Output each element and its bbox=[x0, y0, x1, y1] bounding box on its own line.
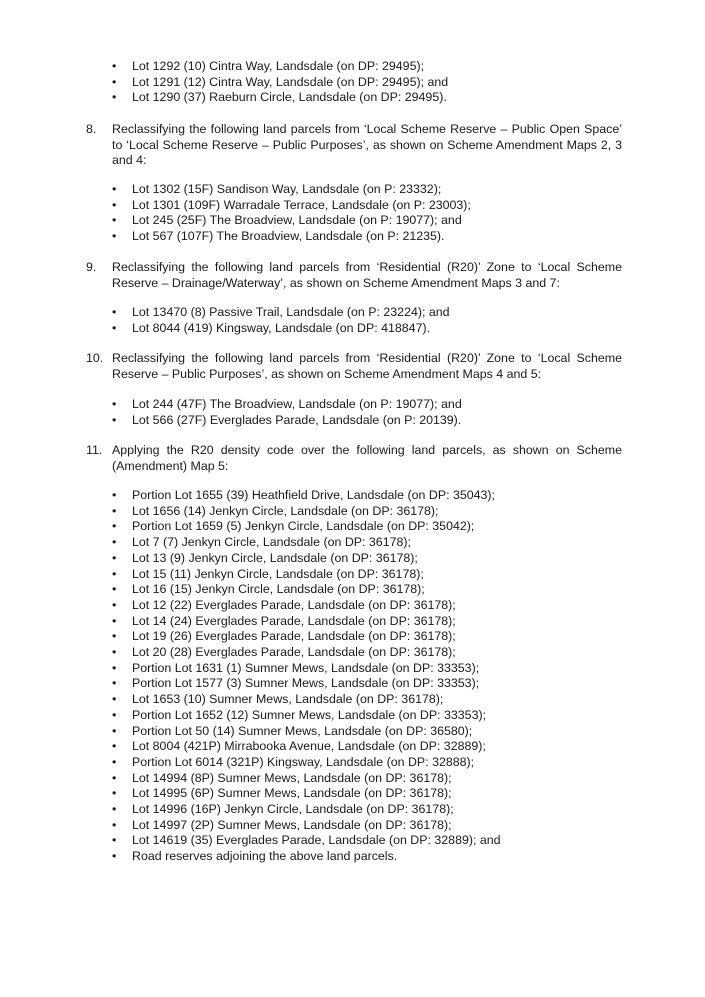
bullet-icon: • bbox=[112, 412, 117, 427]
list-item: • Portion Lot 1577 (3) Sumner Mews, Landsdale (on DP: 33353); bbox=[112, 676, 480, 691]
list-item: • Portion Lot 1652 (12) Sumner Mews, Landsdale (on DP: 33353); bbox=[112, 707, 487, 722]
item-number: 8. bbox=[86, 122, 97, 136]
list-item: • Lot 14996 (16P) Jenkyn Circle, Landsdale (on DP: 36178); bbox=[112, 802, 454, 817]
item-11-paragraph bbox=[86, 443, 622, 474]
list-item: • Lot 14619 (35) Everglades Parade, Landsdale (on DP: 32889); and bbox=[112, 833, 501, 848]
item-number: 10. bbox=[86, 351, 104, 365]
item-text: Reclassifying the following land parcels from ‘Residential (R20)’ Zone to ‘Local Scheme Reserve – Public Purposes’, as shown on Scheme Amendment Maps 4 and 5: bbox=[112, 351, 622, 381]
bullet-icon: • bbox=[112, 503, 117, 518]
list-item: • Lot 20 (28) Everglades Parade, Landsdale (on DP: 36178); bbox=[112, 645, 456, 660]
list-item: • Lot 7 (7) Jenkyn Circle, Landsdale (on DP: 36178); bbox=[112, 535, 411, 550]
bullet-icon: • bbox=[112, 817, 117, 832]
bullet-icon: • bbox=[112, 519, 117, 534]
bullet-icon: • bbox=[112, 229, 117, 244]
list-item: • Portion Lot 1631 (1) Sumner Mews, Landsdale (on DP: 33353); bbox=[112, 660, 480, 675]
item-text: Reclassifying the following land parcels from ‘Residential (R20)’ Zone to ‘Local Scheme Reserve – Drainage/Waterway’, as shown on Scheme Amendment Maps 3 and 7: bbox=[112, 260, 622, 290]
bullet-icon: • bbox=[112, 397, 117, 411]
bullet-icon: • bbox=[112, 74, 117, 89]
item-number: 9. bbox=[86, 260, 97, 274]
list-item: • Lot 245 (25F) The Broadview, Landsdale (on P: 19077); and bbox=[112, 213, 462, 228]
bullet-icon: • bbox=[112, 550, 117, 565]
list-item: • Portion Lot 6014 (321P) Kingsway, Landsdale (on DP: 32888); bbox=[112, 754, 475, 769]
bullet-icon: • bbox=[112, 849, 117, 864]
bullet-icon: • bbox=[112, 59, 117, 73]
bullet-icon: • bbox=[112, 182, 117, 196]
bullet-icon: • bbox=[112, 582, 117, 597]
item-11-bullet-list bbox=[112, 488, 622, 865]
item-8-paragraph bbox=[86, 122, 622, 169]
list-item: • Lot 1302 (15F) Sandison Way, Landsdale (on P: 23332); bbox=[112, 182, 442, 196]
list-item: • Portion Lot 50 (14) Sumner Mews, Landsdale (on DP: 36580); bbox=[112, 723, 473, 738]
bullet-icon: • bbox=[112, 802, 117, 817]
list-item: • Road reserves adjoining the above land parcels. bbox=[112, 849, 398, 864]
bullet-icon: • bbox=[112, 754, 117, 769]
list-item: • Lot 1291 (12) Cintra Way, Landsdale (on DP: 29495); and bbox=[112, 74, 449, 89]
bullet-icon: • bbox=[112, 676, 117, 691]
bullet-icon: • bbox=[112, 197, 117, 212]
list-item: • Lot 15 (11) Jenkyn Circle, Landsdale (on DP: 36178); bbox=[112, 566, 424, 581]
bullet-icon: • bbox=[112, 645, 117, 660]
list-item: • Lot 1292 (10) Cintra Way, Landsdale (on DP: 29495); bbox=[112, 59, 425, 73]
item-number: 11. bbox=[86, 443, 103, 457]
bullet-icon: • bbox=[112, 90, 117, 105]
list-item: • Lot 13 (9) Jenkyn Circle, Landsdale (on DP: 36178); bbox=[112, 550, 418, 565]
bullet-icon: • bbox=[112, 535, 117, 550]
bullet-icon: • bbox=[112, 786, 117, 801]
bullet-icon: • bbox=[112, 566, 117, 581]
bullet-icon: • bbox=[112, 629, 117, 644]
list-item: • Lot 14994 (8P) Sumner Mews, Landsdale (on DP: 36178); bbox=[112, 770, 452, 785]
list-item: • Lot 1653 (10) Sumner Mews, Landsdale (on DP: 36178); bbox=[112, 692, 444, 707]
list-item: • Lot 12 (22) Everglades Parade, Landsdale (on DP: 36178); bbox=[112, 597, 456, 612]
list-item: • Lot 1301 (109F) Warradale Terrace, Landsdale (on P: 23003); bbox=[112, 197, 471, 212]
intro-bullet-list bbox=[112, 59, 622, 106]
item-text: Applying the R20 density code over the following land parcels, as shown on Scheme (Amendment) Map 5: bbox=[112, 443, 622, 473]
bullet-icon: • bbox=[112, 707, 117, 722]
list-item: • Lot 8044 (419) Kingsway, Landsdale (on DP: 418847). bbox=[112, 320, 431, 335]
bullet-icon: • bbox=[112, 320, 117, 335]
list-item: • Lot 244 (47F) The Broadview, Landsdale (on P: 19077); and bbox=[112, 397, 462, 411]
list-item: • Portion Lot 1659 (5) Jenkyn Circle, Landsdale (on DP: 35042); bbox=[112, 519, 475, 534]
list-item: • Lot 566 (27F) Everglades Parade, Landsdale (on P: 20139). bbox=[112, 412, 462, 427]
bullet-icon: • bbox=[112, 833, 117, 848]
list-item: • Lot 19 (26) Everglades Parade, Landsdale (on DP: 36178); bbox=[112, 629, 456, 644]
list-item: • Lot 13470 (8) Passive Trail, Landsdale (on P: 23224); and bbox=[112, 305, 450, 319]
bullet-icon: • bbox=[112, 739, 117, 754]
list-item: • Lot 14995 (6P) Sumner Mews, Landsdale (on DP: 36178); bbox=[112, 786, 452, 801]
bullet-icon: • bbox=[112, 613, 117, 628]
item-8-bullet-list bbox=[112, 182, 622, 245]
item-10-bullet-list bbox=[112, 397, 622, 428]
list-item: • Lot 567 (107F) The Broadview, Landsdale (on P: 21235). bbox=[112, 229, 445, 244]
item-text: Reclassifying the following land parcels from ‘Local Scheme Reserve – Public Open Space’ to ‘Local Scheme Reserve – Public Purposes’, as shown on Scheme Amendment Maps 2, 3 and 4: bbox=[112, 122, 622, 168]
list-item: • Portion Lot 1655 (39) Heathfield Drive, Landsdale (on DP: 35043); bbox=[112, 488, 495, 502]
bullet-icon: • bbox=[112, 660, 117, 675]
item-9-bullet-list bbox=[112, 305, 622, 336]
bullet-icon: • bbox=[112, 723, 117, 738]
bullet-icon: • bbox=[112, 488, 117, 502]
bullet-icon: • bbox=[112, 692, 117, 707]
bullet-icon: • bbox=[112, 305, 117, 319]
list-item: • Lot 8004 (421P) Mirrabooka Avenue, Landsdale (on DP: 32889); bbox=[112, 739, 486, 754]
bullet-icon: • bbox=[112, 597, 117, 612]
list-item: • Lot 1656 (14) Jenkyn Circle, Landsdale (on DP: 36178); bbox=[112, 503, 439, 518]
item-10-paragraph bbox=[86, 351, 622, 382]
bullet-icon: • bbox=[112, 213, 117, 228]
list-item: • Lot 14997 (2P) Sumner Mews, Landsdale (on DP: 36178); bbox=[112, 817, 452, 832]
list-item: • Lot 1290 (37) Raeburn Circle, Landsdale (on DP: 29495). bbox=[112, 90, 447, 105]
list-item: • Lot 14 (24) Everglades Parade, Landsdale (on DP: 36178); bbox=[112, 613, 456, 628]
item-9-paragraph bbox=[86, 260, 622, 291]
list-item: • Lot 16 (15) Jenkyn Circle, Landsdale (on DP: 36178); bbox=[112, 582, 425, 597]
bullet-icon: • bbox=[112, 770, 117, 785]
